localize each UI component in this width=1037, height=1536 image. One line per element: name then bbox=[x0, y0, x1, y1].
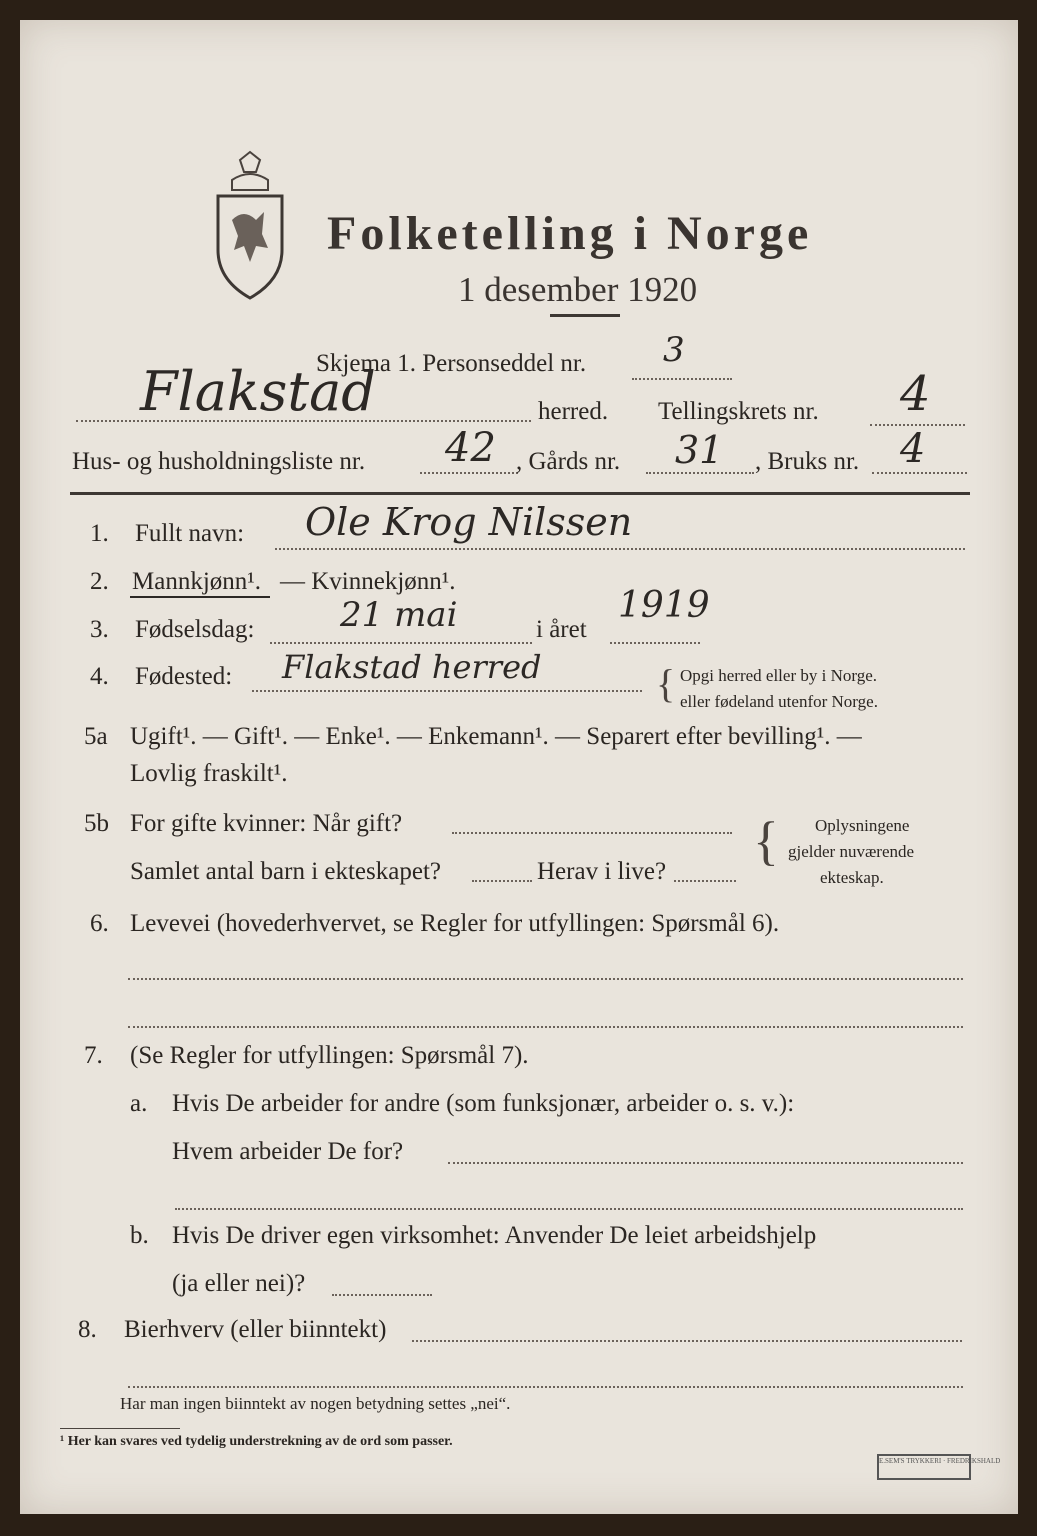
q5b-note-2: gjelder nuværende bbox=[788, 842, 915, 861]
q6-text: Levevei (hovederhvervet, se Regler for utfyllingen: Spørsmål 6). bbox=[130, 910, 780, 937]
page-title: Folketelling i Norge bbox=[327, 207, 813, 260]
q1-value: Ole Krog Nilssen bbox=[305, 500, 633, 544]
footnote: ¹ Her kan svares ved tydelig understrekning av de ord som passer. bbox=[60, 1434, 453, 1449]
footnote-divider bbox=[60, 1428, 180, 1429]
q8-text: Bierhverv (eller biinntekt) bbox=[124, 1316, 387, 1343]
q3-number: 3. bbox=[90, 616, 109, 643]
q7a-text-2: Hvem arbeider De for? bbox=[172, 1138, 404, 1165]
q5b-children-line bbox=[472, 880, 532, 882]
norwegian-coat-of-arms-icon bbox=[210, 150, 290, 300]
q5b-alive-line bbox=[674, 880, 736, 882]
q7b-text-2: (ja eller nei)? bbox=[172, 1270, 306, 1297]
q8-note: Har man ingen biinntekt av nogen betydning settes „nei“. bbox=[120, 1394, 511, 1413]
q8-line-1 bbox=[412, 1340, 962, 1342]
hus-value: 42 bbox=[445, 425, 496, 471]
q4-brace: { bbox=[656, 661, 676, 706]
q5a-number: 5a bbox=[84, 723, 108, 750]
herred-value: Flakstad bbox=[140, 360, 376, 423]
q7b-line bbox=[332, 1294, 432, 1296]
title-divider bbox=[550, 314, 620, 317]
hus-label: Hus- og husholdningsliste nr. bbox=[72, 448, 366, 475]
q7b-text: Hvis De driver egen virksomhet: Anvender De leiet arbeidshjelp bbox=[172, 1222, 817, 1249]
q5b-label-2: Samlet antal barn i ekteskapet? bbox=[130, 858, 441, 885]
q6-line-2 bbox=[128, 1026, 963, 1028]
skjema-value: 3 bbox=[663, 330, 685, 370]
q5b-label: For gifte kvinner: Når gift? bbox=[130, 810, 403, 837]
printer-stamp: E.SEM'S TRYKKERI · FREDRIKSHALD bbox=[877, 1454, 971, 1480]
hus-line bbox=[420, 472, 518, 474]
q3-label: Fødselsdag: bbox=[135, 616, 255, 643]
q4-line bbox=[252, 690, 642, 692]
tellingskrets-label: Tellingskrets nr. bbox=[658, 398, 819, 425]
q6-number: 6. bbox=[90, 910, 109, 937]
q5a-options-2: Lovlig fraskilt¹. bbox=[130, 760, 288, 787]
herred-label: herred. bbox=[538, 398, 609, 425]
bruks-value: 4 bbox=[900, 426, 926, 472]
q7-text: (Se Regler for utfyllingen: Spørsmål 7). bbox=[130, 1042, 529, 1069]
q5b-note-1: Oplysningene bbox=[815, 816, 910, 835]
q7a-line-1 bbox=[448, 1162, 963, 1164]
gards-label: , Gårds nr. bbox=[516, 448, 621, 475]
q3-line bbox=[270, 642, 532, 644]
q1-number: 1. bbox=[90, 520, 109, 547]
bruks-line bbox=[872, 472, 967, 474]
q7a-line-2 bbox=[175, 1208, 963, 1210]
q6-line-1 bbox=[128, 978, 963, 980]
q2-male-underline bbox=[130, 596, 270, 598]
skjema-label: Skjema 1. Personseddel nr. bbox=[316, 350, 587, 377]
q5b-number: 5b bbox=[84, 810, 109, 837]
q8-number: 8. bbox=[78, 1316, 97, 1343]
q5b-married-line bbox=[452, 832, 732, 834]
q2-number: 2. bbox=[90, 568, 109, 595]
q5a-options: Ugift¹. — Gift¹. — Enke¹. — Enkemann¹. — Separert efter bevilling¹. — bbox=[130, 723, 862, 750]
q2-male-option: Mannkjønn¹. bbox=[132, 568, 262, 595]
q3-year-label: i året bbox=[536, 616, 587, 643]
q7b-number: b. bbox=[130, 1222, 149, 1249]
skjema-line bbox=[632, 378, 732, 380]
q7a-text: Hvis De arbeider for andre (som funksjonær, arbeider o. s. v.): bbox=[172, 1090, 795, 1117]
tellingskrets-value: 4 bbox=[900, 366, 931, 422]
header-divider bbox=[70, 492, 970, 495]
q3-year-value: 1919 bbox=[618, 585, 710, 626]
q4-value: Flakstad herred bbox=[282, 648, 542, 686]
q8-line-2 bbox=[128, 1386, 963, 1388]
q4-note-2: eller fødeland utenfor Norge. bbox=[680, 692, 878, 711]
gards-value: 31 bbox=[675, 428, 724, 472]
q3-value: 21 mai bbox=[340, 595, 458, 635]
q2-female-option: — Kvinnekjønn¹. bbox=[280, 568, 456, 595]
q4-note-1: Opgi herred eller by i Norge. bbox=[680, 666, 878, 685]
q1-label: Fullt navn: bbox=[135, 520, 245, 547]
gards-line bbox=[646, 472, 754, 474]
q5b-brace: { bbox=[753, 811, 779, 871]
q7a-number: a. bbox=[130, 1090, 148, 1117]
q5b-label-3: Herav i live? bbox=[537, 858, 667, 885]
q3-year-line bbox=[610, 642, 700, 644]
herred-line bbox=[76, 420, 531, 422]
census-form-page bbox=[20, 20, 1018, 1514]
q1-line bbox=[275, 548, 965, 550]
bruks-label: , Bruks nr. bbox=[755, 448, 860, 475]
q7-number: 7. bbox=[84, 1042, 103, 1069]
q4-number: 4. bbox=[90, 663, 109, 690]
q5b-note-3: ekteskap. bbox=[820, 868, 884, 887]
census-date: 1 desember 1920 bbox=[458, 270, 698, 309]
q4-label: Fødested: bbox=[135, 663, 233, 690]
